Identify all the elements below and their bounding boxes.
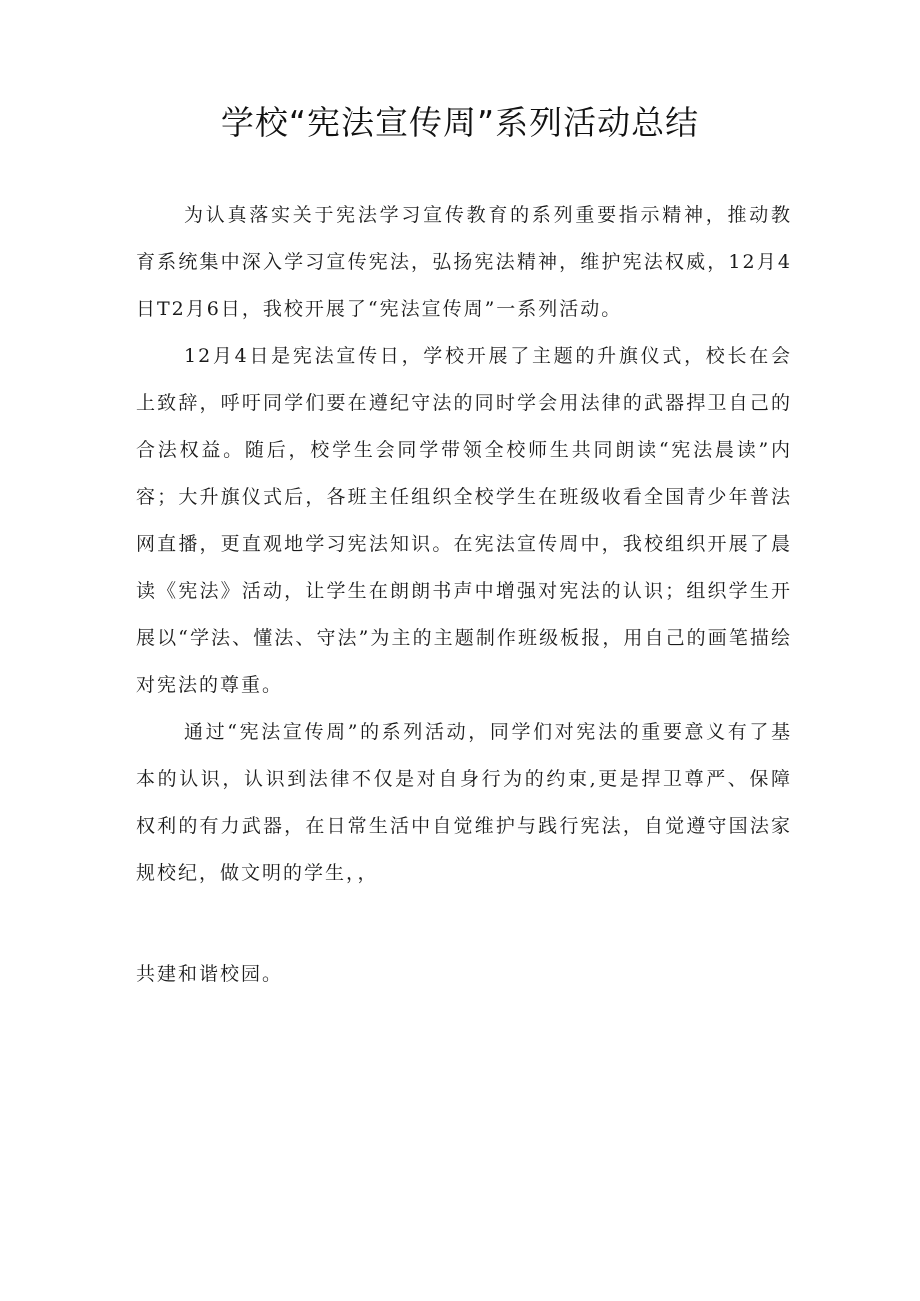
document-title: 学校“宪法宣传周”系列活动总结 (220, 103, 700, 142)
paragraph-conclusion: 通过“宪法宣传周”的系列活动，同学们对宪法的重要意义有了基本的认识，认识到法律不仅是对自身行为的约束,更是捍卫尊严、保障权利的有力武器，在日常生活中自觉维护与践行宪法，自觉遵守国法家规校纪，做文明的学生，， (136, 721, 792, 884)
closing-line: 共建和谐校园。 (136, 963, 284, 985)
paragraph-activities: 12月4日是宪法宣传日，学校开展了主题的升旗仪式，校长在会上致辞，呼吁同学们要在遵纪守法的同时学会用法律的武器捍卫自己的合法权益。随后，校学生会同学带领全校师生共同朗读“宪法晨读”内容；大升旗仪式后，各班主任组织全校学生在班级收看全国青少年普法网直播，更直观地学习宪法知识。在宪法宣传周中，我校组织开展了晨读《宪法》活动，让学生在朗朗书声中增强对宪法的认识；组织学生开展以“学法、懂法、守法”为主的主题制作班级板报，用自己的画笔描绘对宪法的尊重。 (136, 345, 792, 696)
paragraph-intro: 为认真落实关于宪法学习宣传教育的系列重要指示精神，推动教育系统集中深入学习宣传宪法，弘扬宪法精神，维护宪法权威，12月4日T2月6日，我校开展了“宪法宣传周”一系列活动。 (136, 204, 792, 320)
document-body (136, 192, 792, 897)
